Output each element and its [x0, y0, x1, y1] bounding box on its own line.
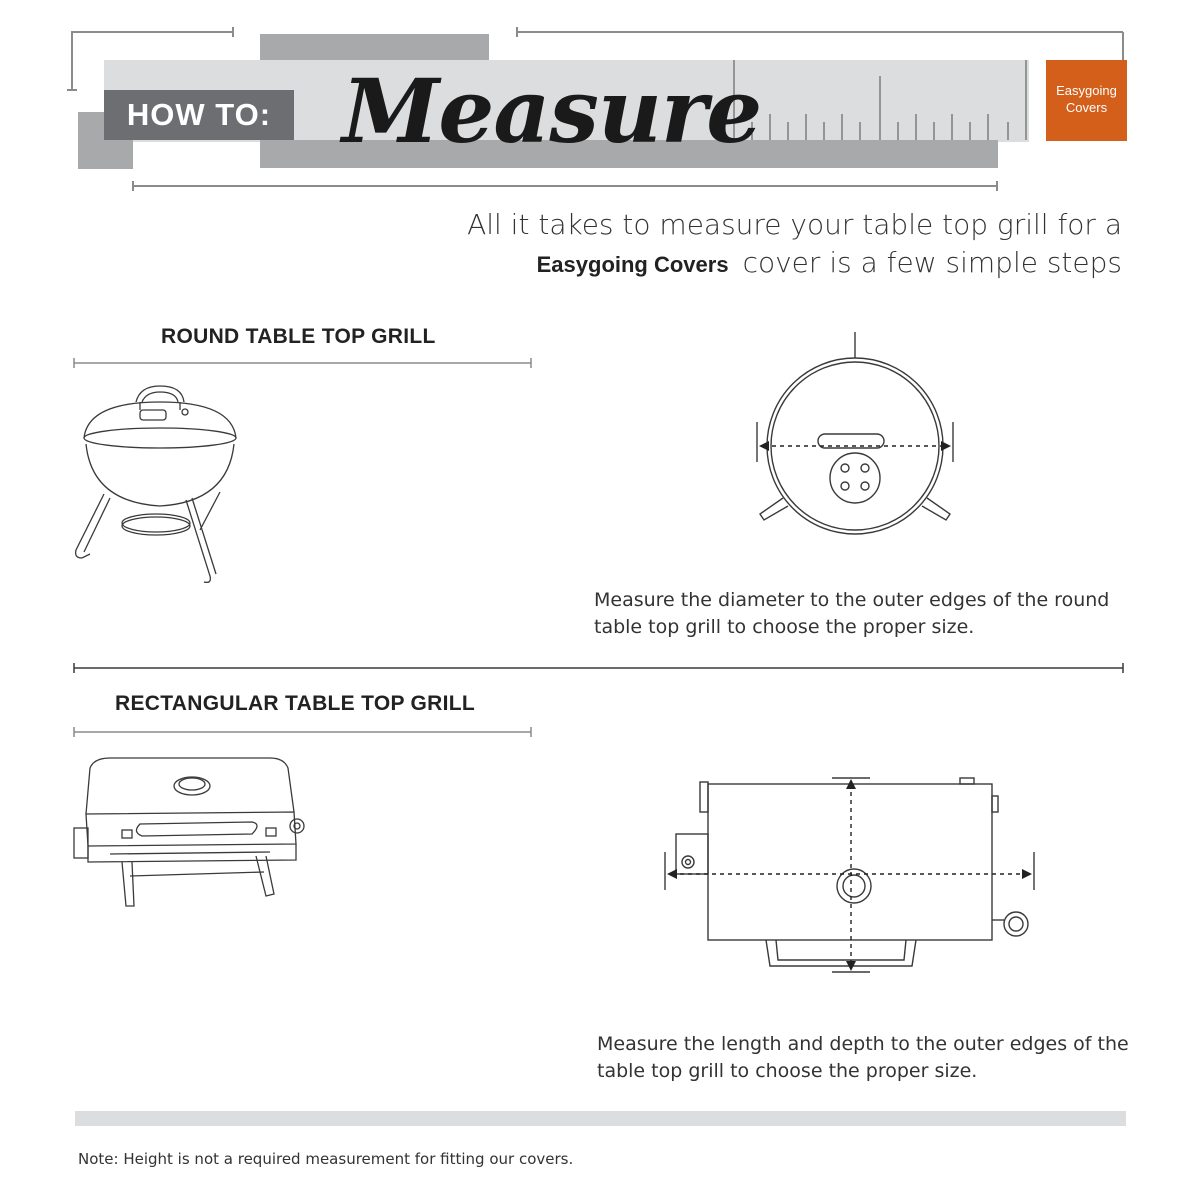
- brand-logo: [1046, 60, 1127, 141]
- brand-logo-line1: Easygoing: [1056, 83, 1117, 98]
- intro-text: [467, 206, 1122, 284]
- intro-line2-text: cover is a few simple steps: [742, 246, 1122, 279]
- brand-logo-line2: Covers: [1065, 100, 1108, 115]
- round-desc-line1: Measure the diameter to the outer edges of the round: [594, 589, 1110, 611]
- round-section-underline: [72, 357, 542, 369]
- rect-desc-line2: table top grill to choose the proper size.: [597, 1060, 978, 1082]
- round-section-description: [594, 587, 1109, 641]
- rect-section-underline: [72, 726, 542, 738]
- round-grill-icon: [70, 380, 250, 590]
- rect-section-title: RECTANGULAR TABLE TOP GRILL: [115, 692, 476, 715]
- rectangular-grill-top-view-icon: [660, 770, 1060, 990]
- intro-line1: All it takes to measure your table top grill for a: [467, 208, 1122, 241]
- rect-section-description: [597, 1031, 1129, 1085]
- intro-brand-name: Easygoing Covers: [536, 252, 729, 277]
- footer-note: Note: Height is not a required measurement for fitting our covers.: [78, 1150, 574, 1168]
- ruler-icon: [730, 58, 1030, 148]
- page-title: Measure: [342, 59, 762, 163]
- footer-bar: [75, 1111, 1126, 1126]
- rect-desc-line1: Measure the length and depth to the outer edges of the: [597, 1033, 1129, 1055]
- rectangular-grill-icon: [70, 752, 320, 922]
- intro-line2: [467, 244, 1122, 284]
- round-grill-top-view-icon: [740, 330, 980, 560]
- section-divider: [72, 662, 1132, 674]
- how-to-label: HOW TO:: [104, 90, 294, 140]
- round-section-title: ROUND TABLE TOP GRILL: [161, 325, 436, 348]
- round-desc-line2: table top grill to choose the proper size.: [594, 616, 975, 638]
